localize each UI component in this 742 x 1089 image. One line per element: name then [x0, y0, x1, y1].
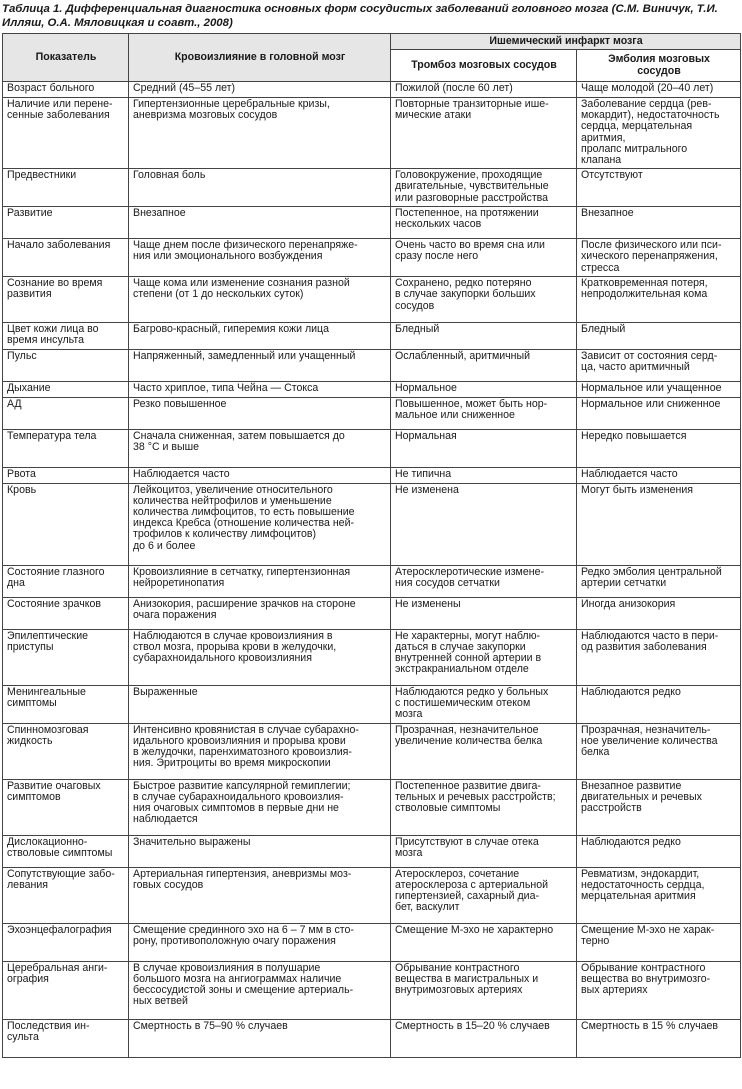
cell-thrombosis: Наблюдаются редко у больных с постишемическим отеком мозга	[391, 685, 577, 723]
table-row	[3, 82, 741, 98]
cell-hemorrhage: Анизокория, расширение зрачков на стороне очага поражения	[129, 597, 391, 629]
table-row	[3, 169, 741, 207]
cell-embolism: Редко эмболия центральной артерии сетчатки	[577, 565, 741, 597]
cell-thrombosis: Атеросклероз, сочетание атеросклероза с артериальной гипертензией, сахарный диа- бет, васкулит	[391, 867, 577, 923]
cell-hemorrhage: Наблюдается часто	[129, 467, 391, 483]
cell-embolism: Чаще молодой (20–40 лет)	[577, 82, 741, 98]
table-row	[3, 629, 741, 685]
cell-thrombosis: Головокружение, проходящие двигательные, чувствительные или разговорные расстройства	[391, 169, 577, 207]
cell-embolism: Внезапное	[577, 207, 741, 239]
cell-indicator: Эхоэнцефалография	[3, 923, 129, 961]
table-row	[3, 483, 741, 565]
cell-thrombosis: Присутствуют в случае отека мозга	[391, 835, 577, 867]
cell-indicator: Предвестники	[3, 169, 129, 207]
table-row	[3, 597, 741, 629]
cell-embolism: Внезапное развитие двигательных и речевых расстройств	[577, 779, 741, 835]
cell-indicator: Кровь	[3, 483, 129, 565]
cell-embolism: Наблюдаются редко	[577, 685, 741, 723]
table-row	[3, 277, 741, 323]
table-row	[3, 381, 741, 397]
cell-thrombosis: Прозрачная, незначительное увеличение количества белка	[391, 723, 577, 779]
cell-embolism: Наблюдаются редко	[577, 835, 741, 867]
cell-thrombosis: Нормальное	[391, 381, 577, 397]
cell-hemorrhage: Наблюдаются в случае кровоизлияния в ствол мозга, прорыва крови в желудочки, субарахноидального кровоизлияния	[129, 629, 391, 685]
cell-hemorrhage: Средний (45–55 лет)	[129, 82, 391, 98]
cell-indicator: Рвота	[3, 467, 129, 483]
header-indicator: Показатель	[3, 34, 129, 82]
cell-thrombosis: Повторные транзиторные ише- мические атаки	[391, 98, 577, 169]
table-row	[3, 685, 741, 723]
header-hemorrhage: Кровоизлияние в головной мозг	[129, 34, 391, 82]
cell-hemorrhage: Артериальная гипертензия, аневризмы моз- говых сосудов	[129, 867, 391, 923]
cell-indicator: Пульс	[3, 349, 129, 381]
cell-embolism: Зависит от состояния серд- ца, часто аритмичный	[577, 349, 741, 381]
cell-thrombosis: Не типична	[391, 467, 577, 483]
table-row	[3, 429, 741, 467]
table-row	[3, 1019, 741, 1057]
cell-embolism: Бледный	[577, 323, 741, 349]
header-ischemic-group: Ишемический инфаркт мозга	[391, 34, 741, 50]
cell-thrombosis: Очень часто во время сна или сразу после него	[391, 239, 577, 277]
cell-embolism: Прозрачная, незначитель- ное увеличение количества белка	[577, 723, 741, 779]
table-row	[3, 467, 741, 483]
cell-hemorrhage: Лейкоцитоз, увеличение относительного количества нейтрофилов и уменьшение количества лимфоцитов, то есть повышение индекса Кребса (отношение количества ней- трофилов к количеству лимфоцитов) до 6 и более	[129, 483, 391, 565]
table-row	[3, 565, 741, 597]
table-row	[3, 98, 741, 169]
cell-embolism: Отсутствуют	[577, 169, 741, 207]
table-row	[3, 867, 741, 923]
cell-embolism: Заболевание сердца (рев- мокардит), недостаточность сердца, мерцательная аритмия, пролапс митрального клапана	[577, 98, 741, 169]
cell-thrombosis: Постепенное, на протяжении нескольких часов	[391, 207, 577, 239]
cell-indicator: Дыхание	[3, 381, 129, 397]
cell-hemorrhage: Выраженные	[129, 685, 391, 723]
cell-embolism: Наблюдаются часто в пери- од развития заболевания	[577, 629, 741, 685]
table-row	[3, 835, 741, 867]
cell-embolism: Наблюдается часто	[577, 467, 741, 483]
cell-indicator: Дислокационно- стволовые симптомы	[3, 835, 129, 867]
table-caption: Таблица 1. Дифференциальная диагностика основных форм сосудистых заболеваний головного мозга (С.М. Виничук, Т.И. Илляш, О.А. Мяловицкая и соавт., 2008)	[2, 3, 718, 29]
cell-indicator: Спинномозговая жидкость	[3, 723, 129, 779]
cell-indicator: Начало заболевания	[3, 239, 129, 277]
cell-hemorrhage: В случае кровоизлияния в полушарие большого мозга на ангиограммах наличие бессосудистой зоны и смещение артериаль- ных ветвей	[129, 961, 391, 1019]
cell-hemorrhage: Чаще кома или изменение сознания разной степени (от 1 до нескольких суток)	[129, 277, 391, 323]
cell-thrombosis: Ослабленный, аритмичный	[391, 349, 577, 381]
cell-embolism: Нормальное или учащенное	[577, 381, 741, 397]
cell-thrombosis: Атеросклеротические измене- ния сосудов сетчатки	[391, 565, 577, 597]
cell-embolism: Смертность в 15 % случаев	[577, 1019, 741, 1057]
cell-hemorrhage: Напряженный, замедленный или учащенный	[129, 349, 391, 381]
cell-hemorrhage: Чаще днем после физического перенапряже- ния или эмоционального возбуждения	[129, 239, 391, 277]
cell-embolism: Нередко повышается	[577, 429, 741, 467]
cell-hemorrhage: Часто хриплое, типа Чейна — Стокса	[129, 381, 391, 397]
cell-indicator: Цвет кожи лица во время инсульта	[3, 323, 129, 349]
cell-indicator: Эпилептические приступы	[3, 629, 129, 685]
cell-embolism: После физического или пси- хического перенапряжения, стресса	[577, 239, 741, 277]
table-row	[3, 923, 741, 961]
cell-embolism: Смещение М-эхо не харак- терно	[577, 923, 741, 961]
cell-indicator: Последствия ин- сульта	[3, 1019, 129, 1057]
cell-embolism: Обрывание контрастного вещества во внутримозго- вых артериях	[577, 961, 741, 1019]
cell-thrombosis: Бледный	[391, 323, 577, 349]
cell-thrombosis: Обрывание контрастного вещества в магистральных и внутримозговых артериях	[391, 961, 577, 1019]
cell-hemorrhage: Значительно выражены	[129, 835, 391, 867]
cell-indicator: Температура тела	[3, 429, 129, 467]
differential-diagnosis-table	[2, 33, 741, 1058]
cell-indicator: Церебральная анги- ография	[3, 961, 129, 1019]
cell-embolism: Могут быть изменения	[577, 483, 741, 565]
cell-embolism: Нормальное или сниженное	[577, 397, 741, 429]
cell-indicator: Возраст больного	[3, 82, 129, 98]
cell-hemorrhage: Интенсивно кровянистая в случае субарахно- идального кровоизлияния и прорыва крови в желудочки, паренхиматозного кровоизлия- ния. Эритроциты во время микроскопии	[129, 723, 391, 779]
cell-hemorrhage: Кровоизлияние в сетчатку, гипертензионная нейроретинопатия	[129, 565, 391, 597]
cell-indicator: Сознание во время развития	[3, 277, 129, 323]
cell-embolism: Иногда анизокория	[577, 597, 741, 629]
cell-hemorrhage: Быстрое развитие капсулярной гемиплегии; в случае субарахноидального кровоизлия- ния очаговых симптомов в первые дни не наблюдается	[129, 779, 391, 835]
cell-hemorrhage: Головная боль	[129, 169, 391, 207]
cell-indicator: Развитие	[3, 207, 129, 239]
cell-embolism: Ревматизм, эндокардит, недостаточность сердца, мерцательная аритмия	[577, 867, 741, 923]
cell-thrombosis: Повышенное, может быть нор- мальное или сниженное	[391, 397, 577, 429]
table-row	[3, 239, 741, 277]
cell-indicator: Менингеальные симптомы	[3, 685, 129, 723]
cell-thrombosis: Смертность в 15–20 % случаев	[391, 1019, 577, 1057]
table-row	[3, 349, 741, 381]
cell-thrombosis: Пожилой (после 60 лет)	[391, 82, 577, 98]
cell-thrombosis: Постепенное развитие двига- тельных и речевых расстройств; стволовые симптомы	[391, 779, 577, 835]
cell-indicator: Сопутствующие забо- левания	[3, 867, 129, 923]
cell-hemorrhage: Гипертензионные церебральные кризы, аневризма мозговых сосудов	[129, 98, 391, 169]
cell-indicator: Состояние зрачков	[3, 597, 129, 629]
cell-hemorrhage: Багрово-красный, гиперемия кожи лица	[129, 323, 391, 349]
table-row	[3, 397, 741, 429]
cell-indicator: АД	[3, 397, 129, 429]
table-row	[3, 207, 741, 239]
header-embolism: Эмболия мозговых сосудов	[577, 50, 741, 82]
cell-indicator: Наличие или перене- сенные заболевания	[3, 98, 129, 169]
cell-indicator: Развитие очаговых симптомов	[3, 779, 129, 835]
cell-thrombosis: Сохранено, редко потеряно в случае закупорки больших сосудов	[391, 277, 577, 323]
cell-thrombosis: Нормальная	[391, 429, 577, 467]
cell-hemorrhage: Смещение срединного эхо на 6 – 7 мм в сто- рону, противоположную очагу поражения	[129, 923, 391, 961]
cell-hemorrhage: Резко повышенное	[129, 397, 391, 429]
cell-hemorrhage: Внезапное	[129, 207, 391, 239]
cell-hemorrhage: Смертность в 75–90 % случаев	[129, 1019, 391, 1057]
cell-thrombosis: Не изменены	[391, 597, 577, 629]
cell-thrombosis: Смещение М-эхо не характерно	[391, 923, 577, 961]
cell-thrombosis: Не характерны, могут наблю- даться в случае закупорки внутренней сонной артерии в экстракраниальном отделе	[391, 629, 577, 685]
cell-embolism: Кратковременная потеря, непродолжительная кома	[577, 277, 741, 323]
table-body	[3, 82, 741, 1058]
table-row	[3, 723, 741, 779]
cell-hemorrhage: Сначала сниженная, затем повышается до 38 °С и выше	[129, 429, 391, 467]
table-row	[3, 961, 741, 1019]
header-thrombosis: Тромбоз мозговых сосудов	[391, 50, 577, 82]
cell-thrombosis: Не изменена	[391, 483, 577, 565]
table-row	[3, 779, 741, 835]
table-row	[3, 323, 741, 349]
cell-indicator: Состояние глазного дна	[3, 565, 129, 597]
